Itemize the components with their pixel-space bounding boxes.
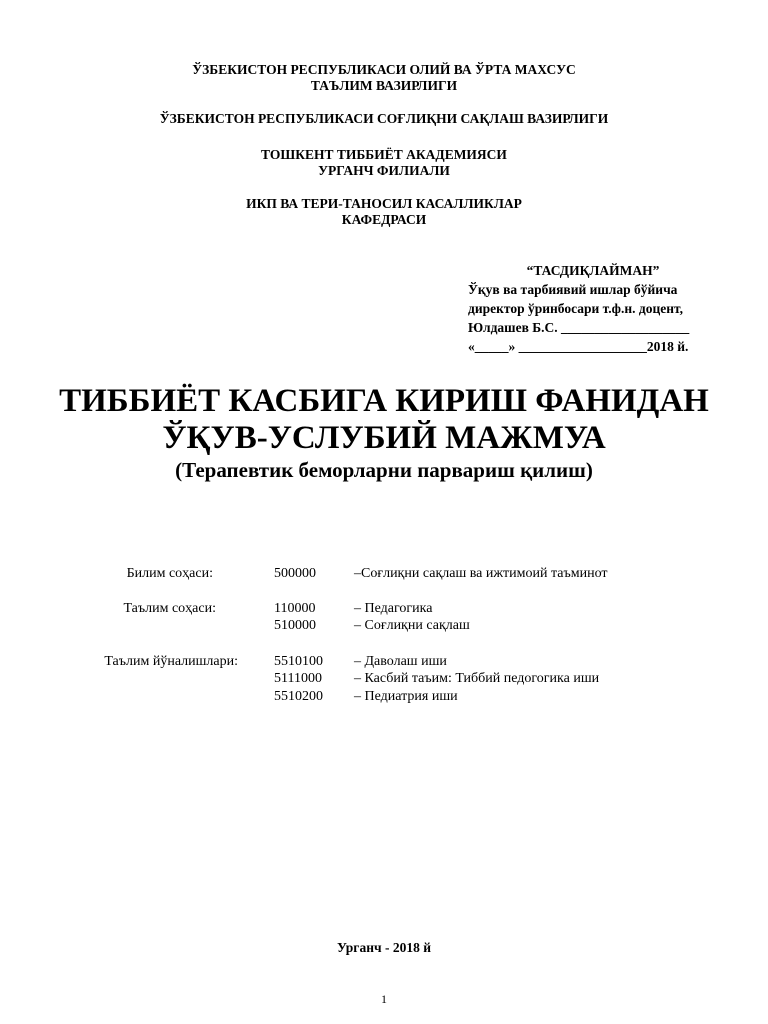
directions-label: Таълим йўналишлари:: [104, 654, 238, 669]
education-desc-1: – Педагогика: [354, 601, 433, 616]
department-header: [0, 196, 768, 228]
city-year: Урганч - 2018 й: [337, 940, 431, 955]
health-ministry-header: [0, 111, 768, 127]
education-code-2: 510000: [274, 618, 316, 633]
direction-desc-3: – Педиатрия иши: [354, 689, 458, 704]
direction-desc-2: – Касбий таъим: Тиббий педогогика иши: [354, 671, 600, 686]
academy-header: [0, 147, 768, 179]
education-code-1: 110000: [274, 601, 316, 616]
approval-line-2: директор ўринбосари т.ф.н. доцент,: [468, 301, 684, 316]
knowledge-desc: –Соғлиқни сақлаш ва ижтимоий таъминот: [354, 566, 608, 581]
academy-line-2: УРГАНЧ ФИЛИАЛИ: [318, 163, 450, 178]
ministry-line-1: ЎЗБЕКИСТОН РЕСПУБЛИКАСИ ОЛИЙ ВА ЎРТА МАХСУС: [192, 62, 576, 77]
education-desc-2: – Соғлиқни сақлаш: [354, 618, 470, 633]
knowledge-label-row: [0, 565, 256, 582]
knowledge-label: Билим соҳаси:: [126, 566, 213, 581]
health-ministry-line: ЎЗБЕКИСТОН РЕСПУБЛИКАСИ СОҒЛИҚНИ САҚЛАШ ВАЗИРЛИГИ: [159, 111, 609, 126]
approval-title: “ТАСДИҚЛАЙМАН”: [526, 263, 660, 278]
direction-code-1: 5510100: [274, 654, 323, 669]
approval-block: [468, 261, 758, 356]
directions-label-row: [0, 653, 256, 670]
department-line-1: ИКП ВА ТЕРИ-ТАНОСИЛ КАСАЛЛИКЛАР: [246, 196, 522, 211]
ministry-line-2: ТАЪЛИМ ВАЗИРЛИГИ: [310, 78, 458, 93]
approval-line-3: Юлдашев Б.С. ___________________: [468, 320, 690, 335]
direction-desc-1: – Даволаш иши: [354, 654, 447, 669]
document-subtitle: (Терапевтик беморларни парвариш қилиш): [175, 458, 593, 482]
approval-line-4: «_____» ___________________2018 й.: [468, 339, 689, 354]
ministry-header: [0, 62, 768, 94]
department-line-2: КАФЕДРАСИ: [341, 212, 427, 227]
knowledge-code: 500000: [274, 566, 316, 581]
title-line-2: ЎҚУВ-УСЛУБИЙ МАЖМУА: [162, 420, 606, 456]
direction-code-2: 5111000: [274, 671, 322, 686]
academy-line-1: ТОШКЕНТ ТИББИЁТ АКАДЕМИЯСИ: [261, 147, 507, 162]
education-label: Таълим соҳаси:: [123, 601, 216, 616]
document-title: [0, 383, 768, 457]
direction-code-3: 5510200: [274, 689, 323, 704]
approval-line-1: Ўқув ва тарбиявий ишлар бўйича: [468, 282, 678, 297]
page-number: 1: [381, 992, 387, 1006]
education-label-row: [0, 600, 256, 617]
title-line-1: ТИББИЁТ КАСБИГА КИРИШ ФАНИДАН: [59, 383, 709, 419]
